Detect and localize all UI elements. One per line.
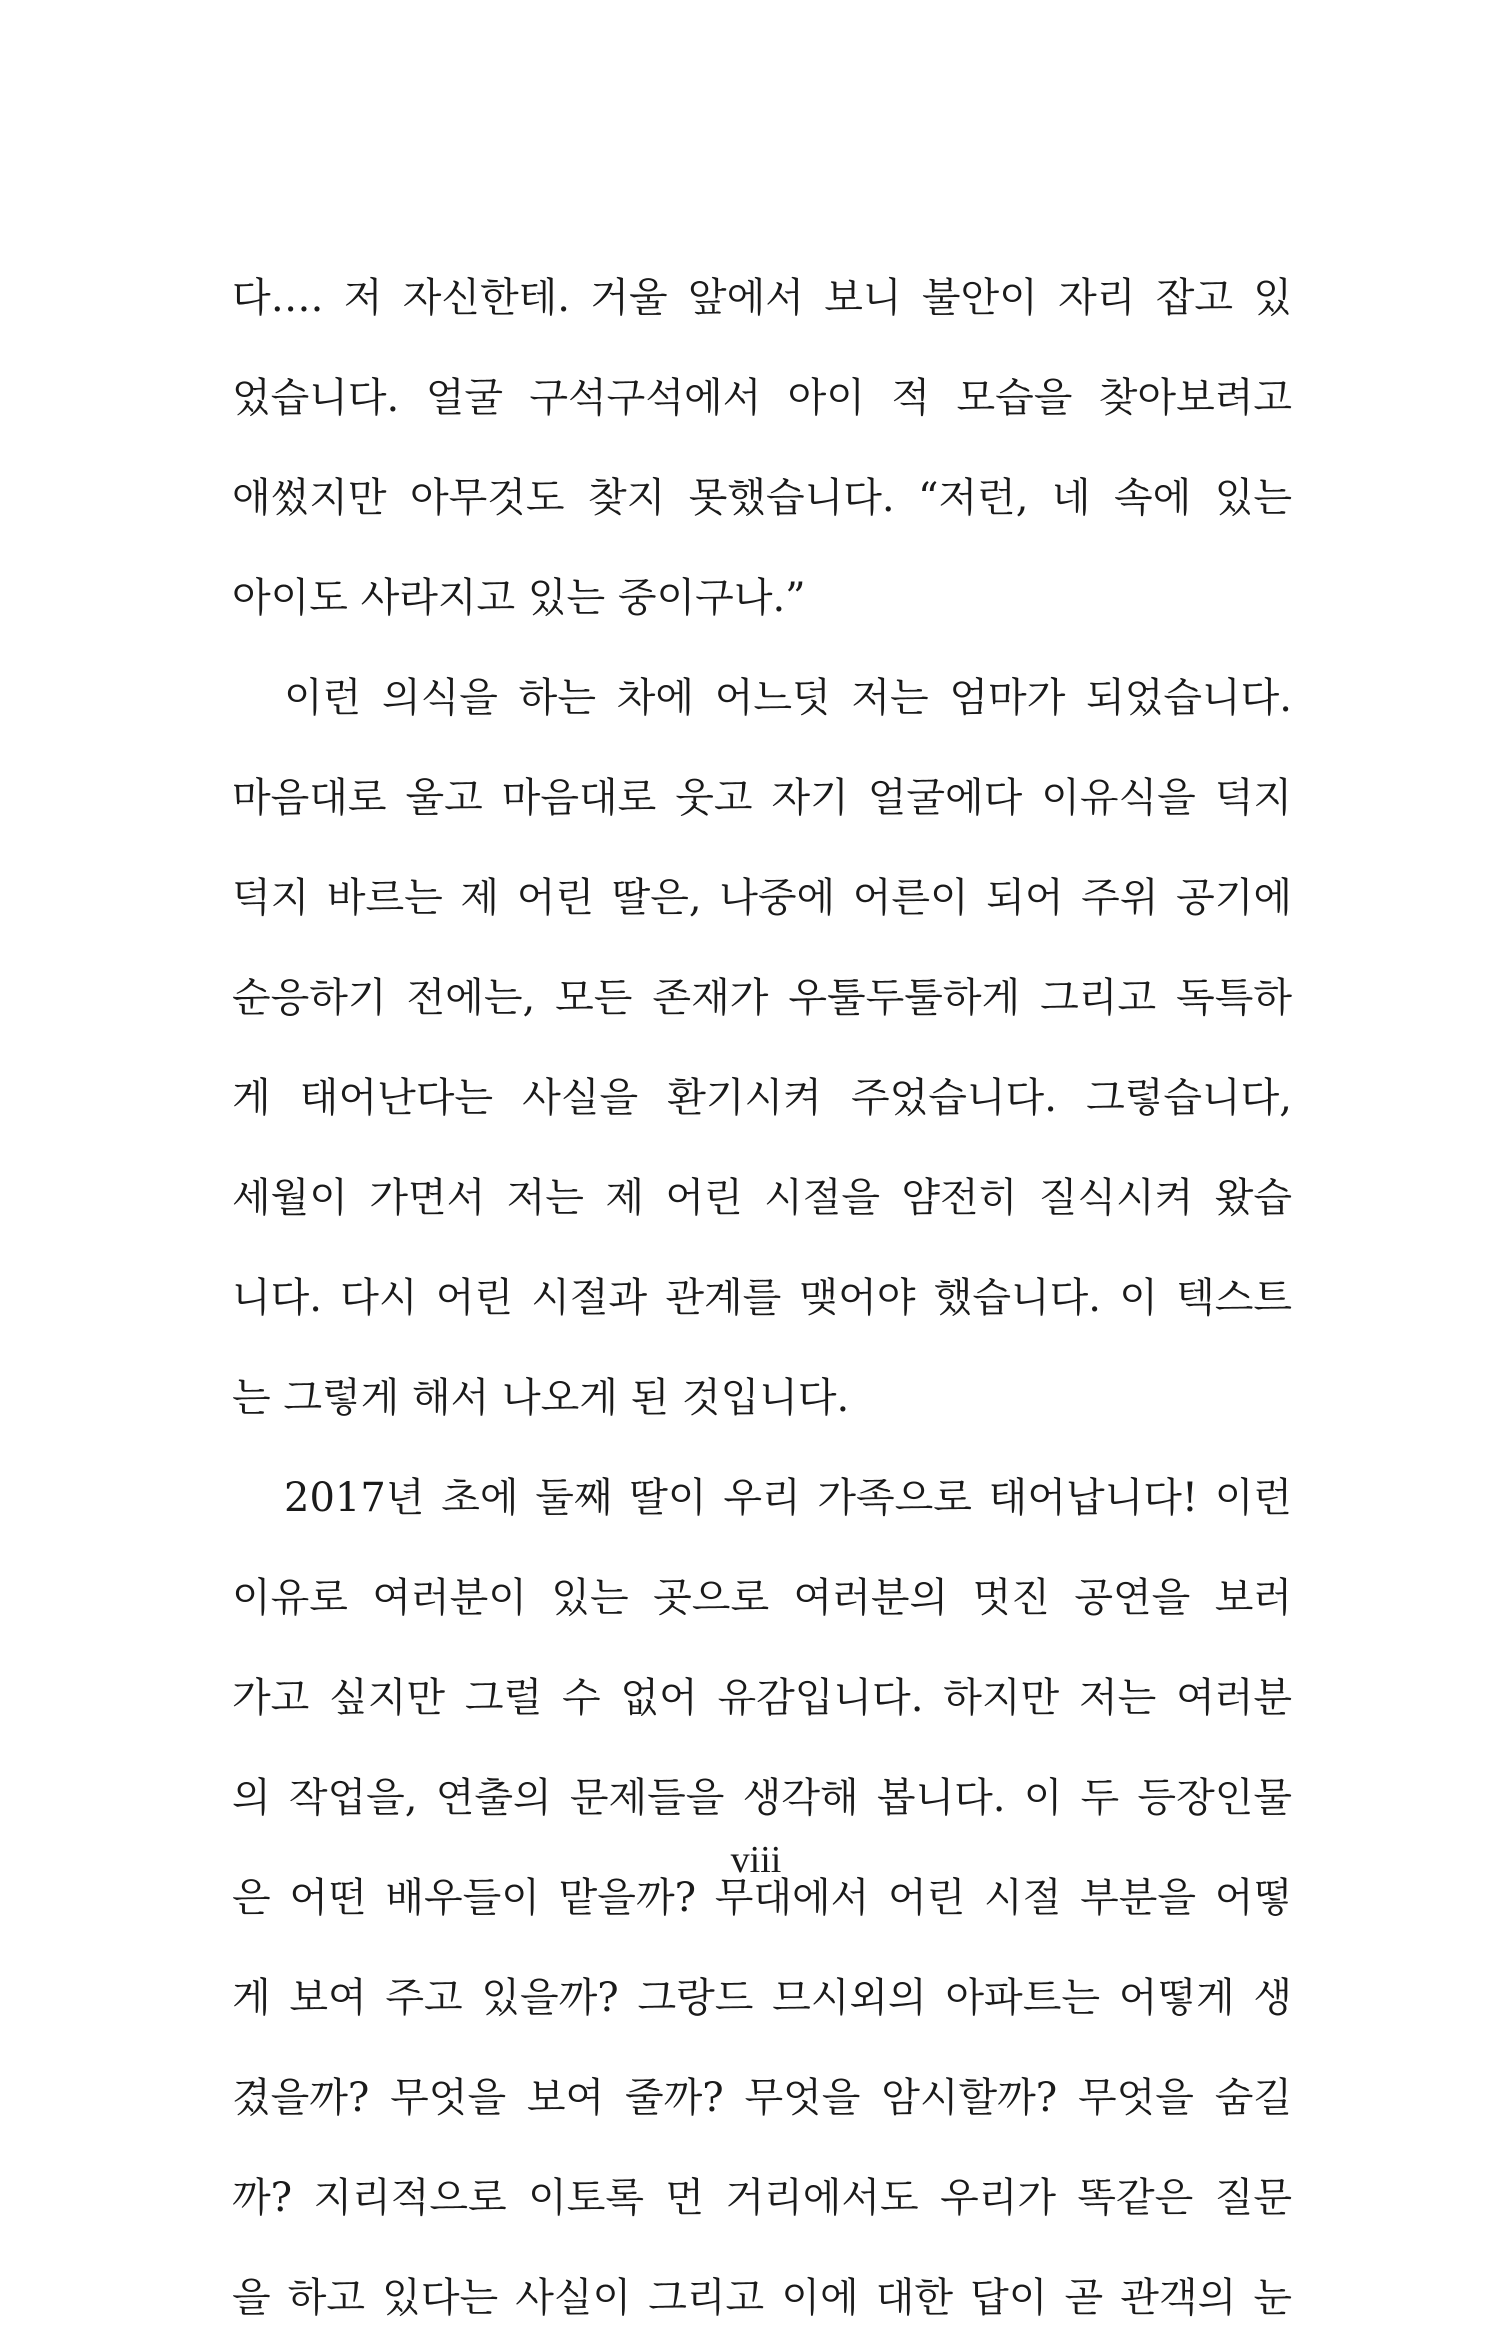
text-line: 이유로 여러분이 있는 곳으로 여러분의 멋진 공연을 보러: [232, 1575, 1292, 1621]
text-line: 세월이 가면서 저는 제 어린 시절을 얌전히 질식시켜 왔습: [232, 1175, 1292, 1221]
text-line: 덕지 바르는 제 어린 딸은, 나중에 어른이 되어 주위 공기에: [232, 875, 1292, 921]
text-line: 애썼지만 아무것도 찾지 못했습니다. “저런, 네 속에 있는: [232, 475, 1292, 521]
text-line: 2017년 초에 둘째 딸이 우리 가족으로 태어납니다! 이런: [284, 1475, 1292, 1521]
text-line: 다…. 저 자신한테. 거울 앞에서 보니 불안이 자리 잡고 있: [232, 275, 1292, 321]
text-line: 은 어떤 배우들이 맡을까? 무대에서 어린 시절 부분을 어떻: [232, 1875, 1292, 1921]
text-line: 게 태어난다는 사실을 환기시켜 주었습니다. 그렇습니다,: [232, 1075, 1292, 1121]
text-line: 을 하고 있다는 사실이 그리고 이에 대한 답이 곧 관객의 눈: [232, 2275, 1292, 2321]
text-line: 니다. 다시 어린 시절과 관계를 맺어야 했습니다. 이 텍스트: [232, 1275, 1292, 1321]
text-line: 의 작업을, 연출의 문제들을 생각해 봅니다. 이 두 등장인물: [232, 1775, 1292, 1821]
text-line: 까? 지리적으로 이토록 먼 거리에서도 우리가 똑같은 질문: [232, 2175, 1292, 2221]
text-line: 었습니다. 얼굴 구석구석에서 아이 적 모습을 찾아보려고: [232, 375, 1292, 421]
text-line: 는 그렇게 해서 나오게 된 것입니다.: [232, 1375, 850, 1421]
text-line: 마음대로 울고 마음대로 웃고 자기 얼굴에다 이유식을 덕지: [232, 775, 1292, 821]
text-line: 겼을까? 무엇을 보여 줄까? 무엇을 암시할까? 무엇을 숨길: [232, 2075, 1292, 2121]
text-line: 이런 의식을 하는 차에 어느덧 저는 엄마가 되었습니다.: [284, 675, 1292, 721]
text-line: 순응하기 전에는, 모든 존재가 우툴두툴하게 그리고 독특하: [232, 975, 1292, 1021]
text-line: 가고 싶지만 그럴 수 없어 유감입니다. 하지만 저는 여러분: [232, 1675, 1292, 1721]
page-number: viii: [730, 1839, 782, 1881]
body-text: [232, 248, 1292, 2348]
text-line: 게 보여 주고 있을까? 그랑드 므시외의 아파트는 어떻게 생: [232, 1975, 1292, 2021]
text-line: 아이도 사라지고 있는 중이구나.”: [232, 575, 806, 621]
